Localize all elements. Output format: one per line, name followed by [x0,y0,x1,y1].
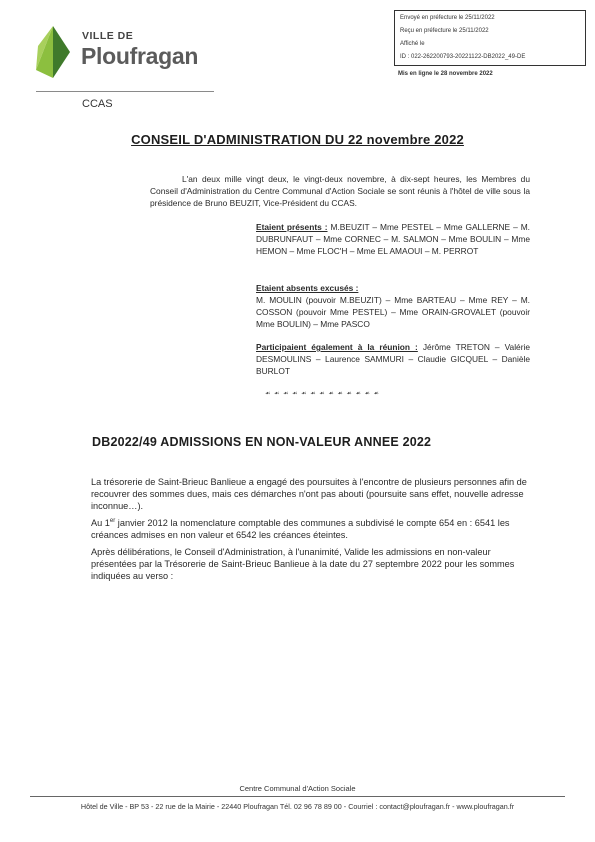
footer-address: Hôtel de Ville - BP 53 - 22 rue de la Mairie - 22440 Ploufragan Tél. 02 96 78 89 00 - Courriel : contact@ploufragan.fr - www.ploufragan.fr [80,802,515,811]
participants-list: Jérôme TRETON – Valérie DESMOULINS – Laurence SAMMURI – Claudie GICQUEL – Danièle BURLOT [256,342,531,376]
present-members [256,221,530,257]
absent-members [256,282,530,330]
logo-ville-de: VILLE DE [82,30,134,42]
online-date: Mis en ligne le 28 novembre 2022 [398,71,493,77]
stamp-line-received: Reçu en préfecture le 25/11/2022 [400,28,489,34]
ccas-label: CCAS [82,98,113,110]
footer-divider [30,796,565,797]
logo-divider [36,91,214,92]
absent-list: M. MOULIN (pouvoir M.BEUZIT) – Mme BARTEAU – Mme REY – M. COSSON (pouvoir Mme PESTEL) – Mme ORAIN-GROVALET (pouvoir Mme BOULIN) – Mme PASCO [256,295,530,329]
logo-ploufragan: Ploufragan [81,43,199,69]
separator-ornament: ☙ ☙ ☙ ☙ ☙ ☙ ☙ ☙ ☙ ☙ ☙ ☙ ☙ [265,391,380,397]
participants [256,341,530,377]
deliberation-paragraph-3: Après délibérations, le Conseil d'Administration, à l'unanimité, Valide les admissions en non-valeur présentées par la Trésorerie de Saint-Brieuc Banlieue à la date du 27 septembre 2022 pour les sommes indiquées au verso : [91,547,515,581]
participants-label: Participaient également à la réunion : [256,342,418,352]
prefecture-stamp [394,10,586,66]
stamp-line-posted: Affiché le [400,41,425,47]
footer-organisation: Centre Communal d'Action Sociale [239,784,356,793]
deliberation-title: DB2022/49 ADMISSIONS EN NON-VALEUR ANNEE 2022 [92,435,432,449]
ploufragan-logo-icon [36,26,70,78]
absent-label: Etaient absents excusés : [256,283,359,293]
deliberation-paragraph-2: Au 1er janvier 2012 la nomenclature comptable des communes a subdivisé le compte 654 en : 6541 les créances admises en non valeur et 6542 les créances éteintes. [91,517,510,540]
present-label: Etaient présents : [256,222,328,232]
deliberation-paragraph-1: La trésorerie de Saint-Brieuc Banlieue a engagé des poursuites à l'encontre de plusieurs personnes afin de recouvrer des sommes dues, mais ces démarches n'ont pas abouti (poursuite sans effet, nouvelle adresse inconnue…). [91,477,527,511]
present-list: M.BEUZIT – Mme PESTEL – Mme GALLERNE – M. DUBRUNFAUT – Mme CORNEC – M. SALMON – Mme BOULIN – Mme HEMON – Mme FLOC'H – Mme EL AMAOUI – M. PERROT [256,222,530,256]
stamp-line-id: ID : 022-262200793-20221122-DB2022_49-DE [400,54,526,60]
page-title: CONSEIL D'ADMINISTRATION DU 22 novembre 2022 [131,132,464,147]
stamp-line-sent: Envoyé en préfecture le 25/11/2022 [400,15,495,21]
intro-paragraph: L'an deux mille vingt deux, le vingt-deux novembre, à dix-sept heures, les Membres du Conseil d'Administration du Centre Communal d'Action Sociale se sont réunis à l'hôtel de ville sous la présidence de Bruno BEUZIT, Vice-Président du CCAS. [150,174,530,208]
